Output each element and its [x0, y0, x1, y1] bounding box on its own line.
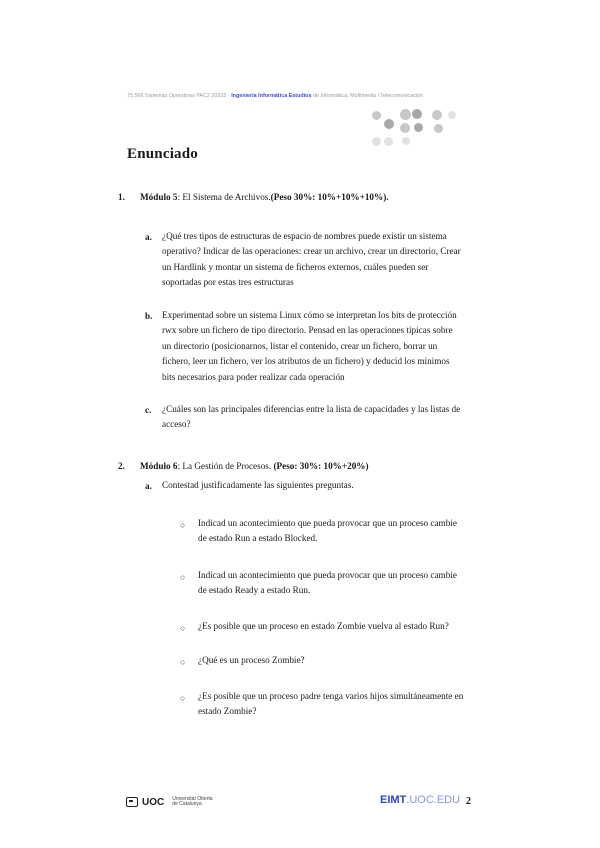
- bullet-circle-icon: ○: [180, 623, 186, 633]
- question-line: ¿Qué tres tipos de estructuras de espacio de nombres puede existir un sistema: [162, 231, 447, 241]
- page-header: [127, 93, 527, 99]
- question-line: rwx sobre un fichero de tipo directorio. Pensad en las operaciones típicas sobre: [162, 325, 453, 336]
- module-weight: (Peso: 30%: 10%+20%): [271, 461, 369, 471]
- header-highlight: Ingeniería Informática Estudios: [231, 93, 312, 99]
- bullet-circle-icon: ○: [180, 572, 186, 582]
- page-title: Enunciado: [127, 146, 198, 162]
- uoc-mark-icon: [126, 797, 138, 807]
- section-heading: [140, 459, 369, 474]
- item-letter: b.: [145, 311, 153, 321]
- eimt-text: EIMT: [380, 794, 407, 806]
- bullet-circle-icon: ○: [180, 693, 186, 703]
- subquestion-line: Indicad un acontecimiento que pueda provocar que un proceso cambie: [198, 518, 457, 528]
- subquestion: [198, 653, 508, 668]
- dot: [434, 124, 443, 133]
- question-text: [162, 478, 517, 493]
- subquestion-line: ¿Qué es un proceso Zombie?: [198, 655, 305, 665]
- uoc-text: UOC: [142, 796, 165, 808]
- module-weight: (Peso 30%: 10%+10%+10%).: [270, 192, 389, 202]
- bullet-circle-icon: ○: [180, 520, 186, 530]
- eimt-domain: .UOC.EDU: [406, 794, 461, 806]
- item-letter: a.: [145, 232, 152, 242]
- dot: [372, 111, 381, 120]
- subquestion: [198, 689, 518, 719]
- question-line: un directorio (posicionarnos, listar el contenido, crear un fichero, borrar un: [162, 340, 438, 351]
- question-line: un Hardlink y montar un sistema de ficheros externos, cuáles pueden ser: [162, 261, 429, 272]
- module-name: Módulo 6: [140, 461, 178, 471]
- subquestion: [198, 568, 508, 598]
- item-letter: a.: [145, 481, 152, 491]
- uoc-subtitle: [172, 797, 212, 808]
- module-name: Módulo 5: [140, 192, 178, 202]
- dot: [400, 123, 410, 133]
- section-heading: [140, 190, 389, 205]
- question-line: bits necesarios para poder realizar cada operación: [162, 371, 345, 382]
- question-text: [162, 229, 517, 291]
- question-text: [162, 402, 517, 433]
- module-title: : El Sistema de Archivos.: [177, 192, 271, 202]
- subquestion-line: Indicad un acontecimiento que pueda provocar que un proceso cambie: [198, 570, 457, 580]
- question-line: Experimentad sobre un sistema Linux cómo se interpretan los bits de protección: [162, 310, 457, 320]
- uoc-wordmark: [126, 797, 164, 808]
- decorative-dots: [370, 107, 460, 152]
- uoc-subtitle-line: de Catalunya: [172, 801, 202, 807]
- question-line: operativo? Indicar de las operaciones: crear un archivo, crear un directorio, Crear: [162, 246, 461, 257]
- section-number: 2.: [118, 461, 125, 471]
- dot: [414, 123, 423, 132]
- item-letter: c.: [145, 405, 152, 415]
- question-line: Contestad justificadamente las siguientes preguntas.: [162, 480, 354, 490]
- dot: [448, 111, 456, 119]
- uoc-logo: [126, 795, 213, 809]
- question-line: soportadas por estas tres estructuras: [162, 277, 294, 288]
- subquestion-line: de estado Ready a estado Run.: [198, 585, 311, 595]
- dot: [402, 137, 410, 145]
- header-prefix: 75.566 Sistemas Operativos PAC2 20232 -: [127, 93, 232, 99]
- question-line: acceso?: [162, 419, 191, 430]
- dot: [412, 109, 422, 119]
- section-number: 1.: [118, 192, 125, 202]
- subquestion-line: ¿Es posible que un proceso padre tenga varios hijos simultáneamente en: [198, 691, 464, 701]
- dot: [400, 109, 411, 120]
- uoc-subtitle-line: Universitat Oberta: [172, 795, 213, 802]
- eimt-logo: [380, 794, 460, 806]
- question-line: fichero, leer un fichero, ver los atributos de un fichero) y deducid los mínimos: [162, 356, 450, 367]
- subquestion: [198, 516, 508, 546]
- subquestion-line: ¿Es posible que un proceso en estado Zombie vuelva al estado Run?: [198, 621, 449, 631]
- dot: [384, 137, 393, 146]
- question-line: ¿Cuáles son las principales diferencias entre la lista de capacidades y las listas de: [162, 404, 461, 414]
- subquestion-line: estado Zombie?: [198, 706, 257, 716]
- bullet-circle-icon: ○: [180, 657, 186, 667]
- dot: [384, 119, 394, 129]
- module-title: : La Gestión de Procesos.: [177, 461, 272, 471]
- question-text: [162, 308, 517, 385]
- subquestion: [198, 619, 508, 634]
- page-number: 2: [466, 796, 471, 807]
- subquestion-line: de estado Run a estado Blocked.: [198, 533, 318, 543]
- dot: [432, 110, 442, 120]
- dot: [372, 137, 381, 146]
- header-suffix: de Informática, Multimedia i Telecomunicación: [311, 93, 424, 99]
